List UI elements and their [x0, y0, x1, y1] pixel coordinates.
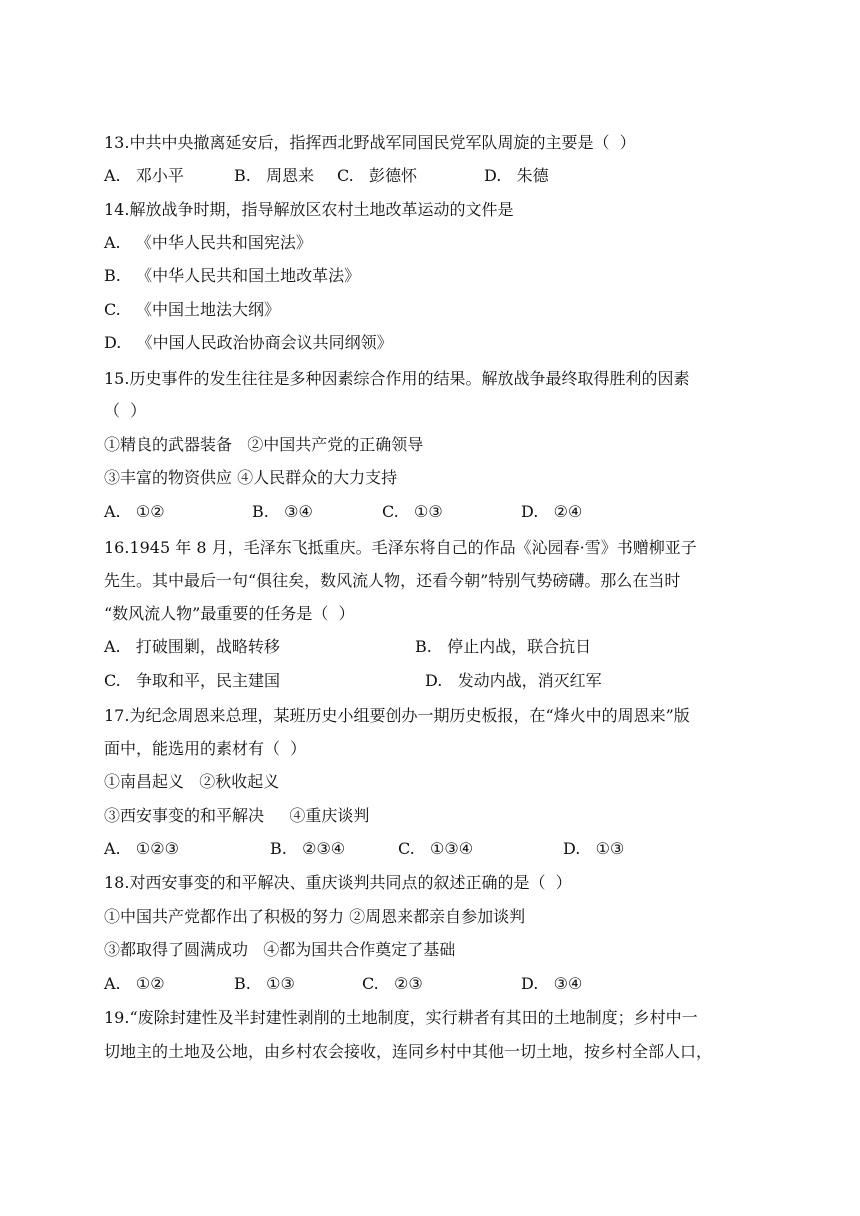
question-14-option-c: C. 《中国土地法大纲》: [104, 300, 281, 319]
question-15-stem-line-1: 15.历史事件的发生往往是多种因素综合作用的结果。解放战争最终取得胜利的因素: [104, 369, 690, 388]
question-15-stem-line-2: （ ）: [104, 401, 147, 420]
question-17-stem-line-1: 17.为纪念周恩来总理，某班历史小组要创办一期历史板报，在“烽火中的周恩来”版: [104, 706, 690, 725]
question-16-option-c: C. 争取和平，民主建国: [104, 671, 281, 690]
question-13-option-a: A. 邓小平: [104, 166, 184, 185]
question-16-option-a: A. 打破围剿，战略转移: [104, 637, 280, 656]
question-18-items-line-1: ①中国共产党都作出了积极的努力 ②周恩来都亲自参加谈判: [104, 907, 526, 926]
question-16-stem-line-1: 16.1945 年 8 月，毛泽东飞抵重庆。毛泽东将自己的作品《沁园春·雪》书赠柳亚子: [104, 538, 697, 557]
question-19-stem-line-1: 19.“废除封建性及半封建性剥削的土地制度，实行耕者有其田的土地制度；乡村中一: [104, 1008, 698, 1027]
question-19-stem-line-2: 切地主的土地及公地，由乡村农会接收，连同乡村中其他一切土地，按乡村全部人口，: [104, 1042, 713, 1061]
question-17-items-line-1: ①南昌起义 ②秋收起义: [104, 772, 280, 791]
question-16-stem-line-3: “数风流人物”最重要的任务是（ ）: [104, 604, 355, 623]
question-16-option-b: B. 停止内战，联合抗日: [415, 637, 592, 656]
question-17-option-c: C. ①③④: [398, 839, 474, 858]
question-15-option-c: C. ①③: [382, 502, 443, 521]
question-18-stem: 18.对西安事变的和平解决、重庆谈判共同点的叙述正确的是（ ）: [104, 873, 572, 892]
question-18-option-a: A. ①②: [104, 974, 165, 993]
question-14-stem: 14.解放战争时期，指导解放区农村土地改革运动的文件是: [104, 200, 514, 219]
question-17-stem-line-2: 面中，能选用的素材有（ ）: [104, 739, 307, 758]
question-17-option-d: D. ①③: [563, 839, 625, 858]
question-15-option-a: A. ①②: [104, 502, 165, 521]
question-18-option-b: B. ①③: [234, 974, 295, 993]
question-17-option-a: A. ①②③: [104, 839, 179, 858]
question-14-option-d: D. 《中国人民政治协商会议共同纲领》: [104, 333, 393, 352]
question-18-items-line-2: ③都取得了圆满成功 ④都为国共合作奠定了基础: [104, 940, 456, 959]
question-17-option-b: B. ②③④: [270, 839, 346, 858]
question-17-items-line-2: ③西安事变的和平解决 ④重庆谈判: [104, 806, 370, 825]
question-14-option-a: A. 《中华人民共和国宪法》: [104, 233, 312, 252]
question-16-option-d: D. 发动内战，消灭红军: [425, 671, 602, 690]
question-16-stem-line-2: 先生。其中最后一句“俱往矣，数风流人物，还看今朝”特别气势磅礴。那么在当时: [104, 571, 681, 590]
question-13-option-b: B. 周恩来: [234, 166, 315, 185]
question-18-option-d: D. ③④: [521, 974, 583, 993]
question-18-option-c: C. ②③: [362, 974, 423, 993]
question-15-items-line-2: ③丰富的物资供应 ④人民群众的大力支持: [104, 468, 398, 487]
question-15-option-d: D. ②④: [521, 502, 583, 521]
question-13-stem: 13.中共中央撤离延安后，指挥西北野战军同国民党军队周旋的主要是（ ）: [104, 133, 636, 152]
question-15-items-line-1: ①精良的武器装备 ②中国共产党的正确领导: [104, 435, 424, 454]
question-13-option-d: D. 朱德: [484, 166, 549, 185]
question-15-option-b: B. ③④: [252, 502, 313, 521]
question-14-option-b: B. 《中华人民共和国土地改革法》: [104, 266, 361, 285]
question-13-option-c: C. 彭德怀: [337, 166, 418, 185]
